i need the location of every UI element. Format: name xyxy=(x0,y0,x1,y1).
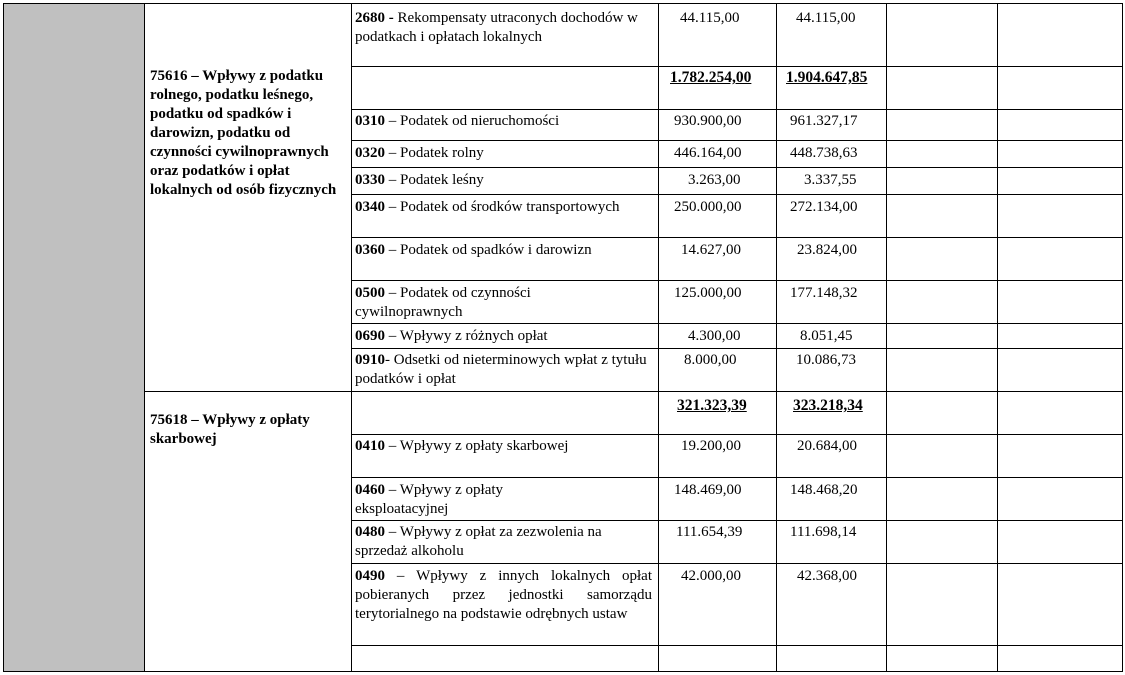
plan-subtotal: 1.782.254,00 xyxy=(670,69,752,86)
plan-value: 4.300,00 xyxy=(688,328,741,344)
col-line xyxy=(351,3,352,672)
row-line xyxy=(351,194,1123,195)
row-line xyxy=(351,391,1123,392)
section-divider xyxy=(144,391,351,392)
plan-value: 111.654,39 xyxy=(676,524,743,540)
row-line xyxy=(351,434,1123,435)
exec-subtotal: 1.904.647,85 xyxy=(786,69,868,86)
row-description: 0480 – Wpływy z opłat za zezwolenia na sprzedaż alkoholu xyxy=(355,524,602,559)
border-right xyxy=(1122,3,1123,672)
exec-value: 44.115,00 xyxy=(796,10,856,26)
plan-value: 446.164,00 xyxy=(674,145,742,161)
row-line xyxy=(351,323,1123,324)
exec-value: 10.086,73 xyxy=(796,352,856,368)
plan-value: 148.469,00 xyxy=(674,482,742,498)
plan-value: 8.000,00 xyxy=(684,352,737,368)
plan-value: 930.900,00 xyxy=(674,113,742,129)
plan-value: 3.263,00 xyxy=(688,172,741,188)
row-description: 0500 – Podatek od czynności cywilnoprawnych xyxy=(355,285,531,320)
col-line xyxy=(886,3,887,672)
col-line xyxy=(144,3,145,672)
exec-value: 448.738,63 xyxy=(790,145,858,161)
row-line xyxy=(351,109,1123,110)
row-description: 0330 – Podatek leśny xyxy=(355,172,484,188)
border-top xyxy=(3,3,1123,4)
row-line xyxy=(351,140,1123,141)
exec-value: 111.698,14 xyxy=(790,524,857,540)
row-description: 0320 – Podatek rolny xyxy=(355,145,484,161)
row-line xyxy=(351,348,1123,349)
row-line xyxy=(351,563,1123,564)
exec-value: 23.824,00 xyxy=(797,242,857,258)
plan-value: 44.115,00 xyxy=(680,10,740,26)
col-line xyxy=(776,3,777,672)
row-line xyxy=(351,66,1123,67)
row-line xyxy=(351,645,1123,646)
row-description: 0910- Odsetki od nieterminowych wpłat z tytułu podatków i opłat xyxy=(355,352,647,387)
plan-value: 14.627,00 xyxy=(681,242,741,258)
exec-value: 148.468,20 xyxy=(790,482,858,498)
border-left xyxy=(3,3,4,672)
row-description: 0360 – Podatek od spadków i darowizn xyxy=(355,242,592,258)
plan-value: 125.000,00 xyxy=(674,285,742,301)
row-description: 0490 – Wpływy z innych lokalnych opłat pobieranych przez jednostki samorządu terytorialnego na podstawie odrębnych ustaw xyxy=(355,568,653,622)
exec-value: 20.684,00 xyxy=(797,438,857,454)
plan-value: 250.000,00 xyxy=(674,199,742,215)
plan-subtotal: 321.323,39 xyxy=(677,397,747,414)
row-description: 0460 – Wpływy z opłaty eksploatacyjnej xyxy=(355,482,504,517)
exec-value: 272.134,00 xyxy=(790,199,858,215)
col-line xyxy=(658,3,659,672)
row-description: 0410 – Wpływy z opłaty skarbowej xyxy=(355,438,569,454)
border-bottom xyxy=(3,671,1123,672)
exec-subtotal: 323.218,34 xyxy=(793,397,863,414)
row-description: 0340 – Podatek od środków transportowych xyxy=(355,199,620,215)
exec-value: 42.368,00 xyxy=(797,568,857,584)
row-line xyxy=(351,520,1123,521)
row-line xyxy=(351,280,1123,281)
row-description: 2680 - Rekompensaty utraconych dochodów w podatkach i opłatach lokalnych xyxy=(355,10,638,45)
col-line xyxy=(997,3,998,672)
exec-value: 961.327,17 xyxy=(790,113,858,129)
plan-value: 42.000,00 xyxy=(681,568,741,584)
exec-value: 177.148,32 xyxy=(790,285,858,301)
plan-value: 19.200,00 xyxy=(681,438,741,454)
section-75618-label: 75618 – Wpływy z opłaty skarbowej xyxy=(150,412,310,447)
row-line xyxy=(351,167,1123,168)
grey-column xyxy=(3,3,144,672)
section-75616-label: 75616 – Wpływy z podatku rolnego, podatku leśnego, podatku od spadków i darowizn, podatku od czynności cywilnoprawnych oraz podatków i opłat lokalnych od osób fizycznych xyxy=(150,68,337,198)
row-description: 0690 – Wpływy z różnych opłat xyxy=(355,328,548,344)
exec-value: 8.051,45 xyxy=(800,328,853,344)
row-description: 0310 – Podatek od nieruchomości xyxy=(355,113,560,129)
row-line xyxy=(351,237,1123,238)
exec-value: 3.337,55 xyxy=(804,172,857,188)
row-line xyxy=(351,477,1123,478)
